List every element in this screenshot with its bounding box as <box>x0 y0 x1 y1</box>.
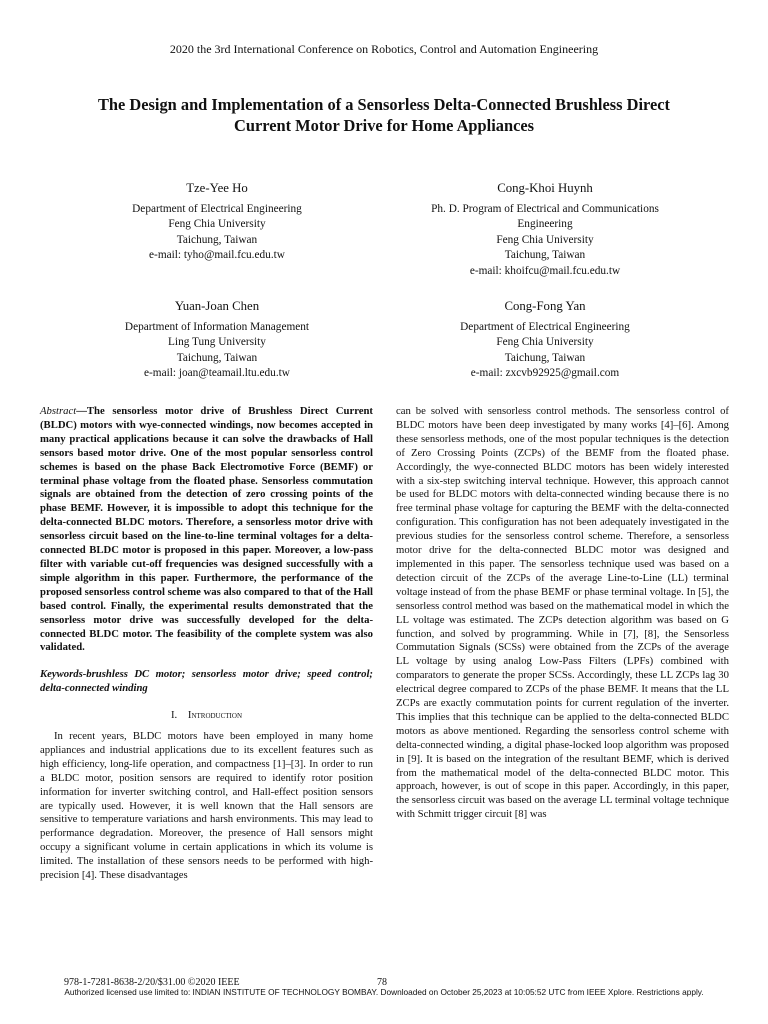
author-affiliation: Taichung, Taiwan <box>504 249 586 261</box>
license-notice: Authorized licensed use limited to: INDIAN INSTITUTE OF TECHNOLOGY BOMBAY. Downloaded on October 25,2023 at 10:05:52 UTC from IEEE Xplore. Restrictions apply. <box>64 987 704 997</box>
left-column <box>40 405 373 883</box>
author-affiliation: Feng Chia University <box>496 233 594 246</box>
paper-title <box>40 94 728 136</box>
footer-isbn: 978-1-7281-8638-2/20/$31.00 ©2020 IEEE <box>64 977 240 988</box>
author-affiliation: Taichung, Taiwan <box>504 351 586 364</box>
section-number: I. <box>170 709 178 722</box>
author-affiliation: Taichung, Taiwan <box>176 233 258 246</box>
author-affiliation: Engineering <box>517 218 573 230</box>
section-heading <box>40 709 373 723</box>
author-affiliation: Ph. D. Program of Electrical and Communications <box>431 202 659 215</box>
author-block-3 <box>92 299 342 382</box>
author-email: e-mail: khoifcu@mail.fcu.edu.tw <box>469 264 621 277</box>
author-name: Cong-Fong Yan <box>504 299 586 313</box>
author-email: e-mail: tyho@mail.fcu.edu.tw <box>149 249 285 261</box>
conference-header: 2020 the 3rd International Conference on Robotics, Control and Automation Engineering <box>169 42 599 56</box>
author-block-2 <box>405 181 685 279</box>
author-block-4 <box>405 299 685 382</box>
author-email: e-mail: joan@teamail.ltu.edu.tw <box>144 367 290 379</box>
page-number: 78 <box>377 977 387 988</box>
keywords: Keywords-brushless DC motor; sensorless motor drive; speed control; delta-connected winding <box>40 668 373 695</box>
author-affiliation: Taichung, Taiwan <box>176 351 258 364</box>
author-name: Tze-Yee Ho <box>186 181 248 195</box>
author-affiliation: Department of Information Management <box>124 320 310 333</box>
author-affiliation: Feng Chia University <box>168 218 266 230</box>
right-column <box>396 405 729 822</box>
author-name: Yuan-Joan Chen <box>174 299 260 313</box>
author-name: Cong-Khoi Huynh <box>497 181 593 195</box>
author-affiliation: Ling Tung University <box>168 336 266 348</box>
section-title: Introduction <box>187 709 243 722</box>
intro-continuation: can be solved with sensorless control methods. The sensorless control of BLDC motors have been deep investigated by many works [4]–[6]. Among these sensorless methods, one of the most popular techniques is the detection of Zero Crossing Points (ZCPs) of the BEMF from the floated phase. Accordingly, the wye-connected BLDC motors has been widely interested with a six-step switching interval technique. However, this approach cannot be used for BLDC motors with delta-connected winding because there is no free terminal phase voltage for capturing the BEMF with the delta-connected configuration. This configuration has not been adequately investigated in the previous studies for the sensorless control scheme. Therefore, a sensorless motor drive for the delta-connected BLDC motor was designed and implemented in this paper. The sensorless technique used was based on a detection circuit of the ZCPs of the average Line-to-Line (LL) terminal voltage instead of from the phase BEMF or phase terminal voltage. In [5], the sensorless control method was based on the mathematical model in which the LL voltage was estimated. The ZCPs detection algorithm was based on G function, and solved by programming. While in [7], [8], the Sensorless Commutation Signals (SCSs) were obtained from the ZCPs of the average LL voltage by using analog Low-Pass Filters (LPFs) combined with comparators to generate the proper SCSs. Accordingly, these LL ZCPs lag 30 electrical degree compared to ZCPs of the phase BEMF. It means that the LL ZCPs are exactly commutation points for current regulation of the inverter. This implies that this technique can be applied to the delta-connected BLDC motors as above mentioned. Regarding the sensorless control scheme with delta-connected winding, a digital phase-locked loop algorithm was proposed in [9]. It is based on the integration of the resultant BEMF, which is derived from the mathematical model of the delta-connected BLDC motor. This approach, however, is out of scope in this paper. Accordingly, in this paper, the sensorless circuit was based on the average LL terminal voltage technique with Schmitt trigger circuit [8] was <box>396 405 729 821</box>
author-affiliation: Department of Electrical Engineering <box>460 320 630 333</box>
intro-paragraph: In recent years, BLDC motors have been employed in many home appliances and industrial applications due to its excellent features such as high efficiency, long-life operation, and compactness [1]–[3]. In order to run a BLDC motor, position sensors are required to identify rotor position information for inverter switching control, and Hall-effect position sensors are typically used. However, it is well known that the Hall sensors are sensitive to temperature variations and harsh environments. This may lead to performance degradation. Moreover, the presence of Hall sensors might occupy a significant volume in certain applications in which its volume is limited. The installation of these sensors needs to be performed with high-precision [4]. These disadvantages <box>40 730 373 882</box>
author-affiliation: Feng Chia University <box>496 336 594 348</box>
title-line-2: Current Motor Drive for Home Appliances <box>234 116 534 135</box>
author-block-1 <box>92 181 342 264</box>
abstract <box>40 405 373 655</box>
author-affiliation: Department of Electrical Engineering <box>132 202 302 215</box>
author-email: e-mail: zxcvb92925@gmail.com <box>470 367 620 379</box>
abstract-label: Abstract <box>40 405 77 417</box>
abstract-text: —The sensorless motor drive of Brushless Direct Current (BLDC) motors with wye-connected windings, now becomes accepted in many practical applications because it can solve the drawbacks of Hall sensors based motor drive. One of the most popular sensorless control schemes is based on the phase Back Electromotive Force (BEMF) or terminal phase voltage from the floated phase. Sensorless commutation signals are obtained from the detection of zero crossing points of the phase BEMF. However, it is impossible to adopt this technique for the delta-connected BLDC motors. Therefore, a sensorless motor drive with sensorless circuit based on the line-to-line terminal voltages for a delta-connected BLDC motor is proposed in this paper. Moreover, a low-pass filter with variable cut-off frequencies was designed successfully with a simple algorithm in this paper. Furthermore, the performance of the proposed sensorless control scheme was also compared to that of the Hall based control. Finally, the experimental results demonstrated that the sensorless motor drive was successfully developed for the delta-connected BLDC motor. The feasibility of the complete system was also validated. <box>40 405 373 654</box>
title-line-1: The Design and Implementation of a Sensorless Delta-Connected Brushless Direct <box>98 95 670 114</box>
